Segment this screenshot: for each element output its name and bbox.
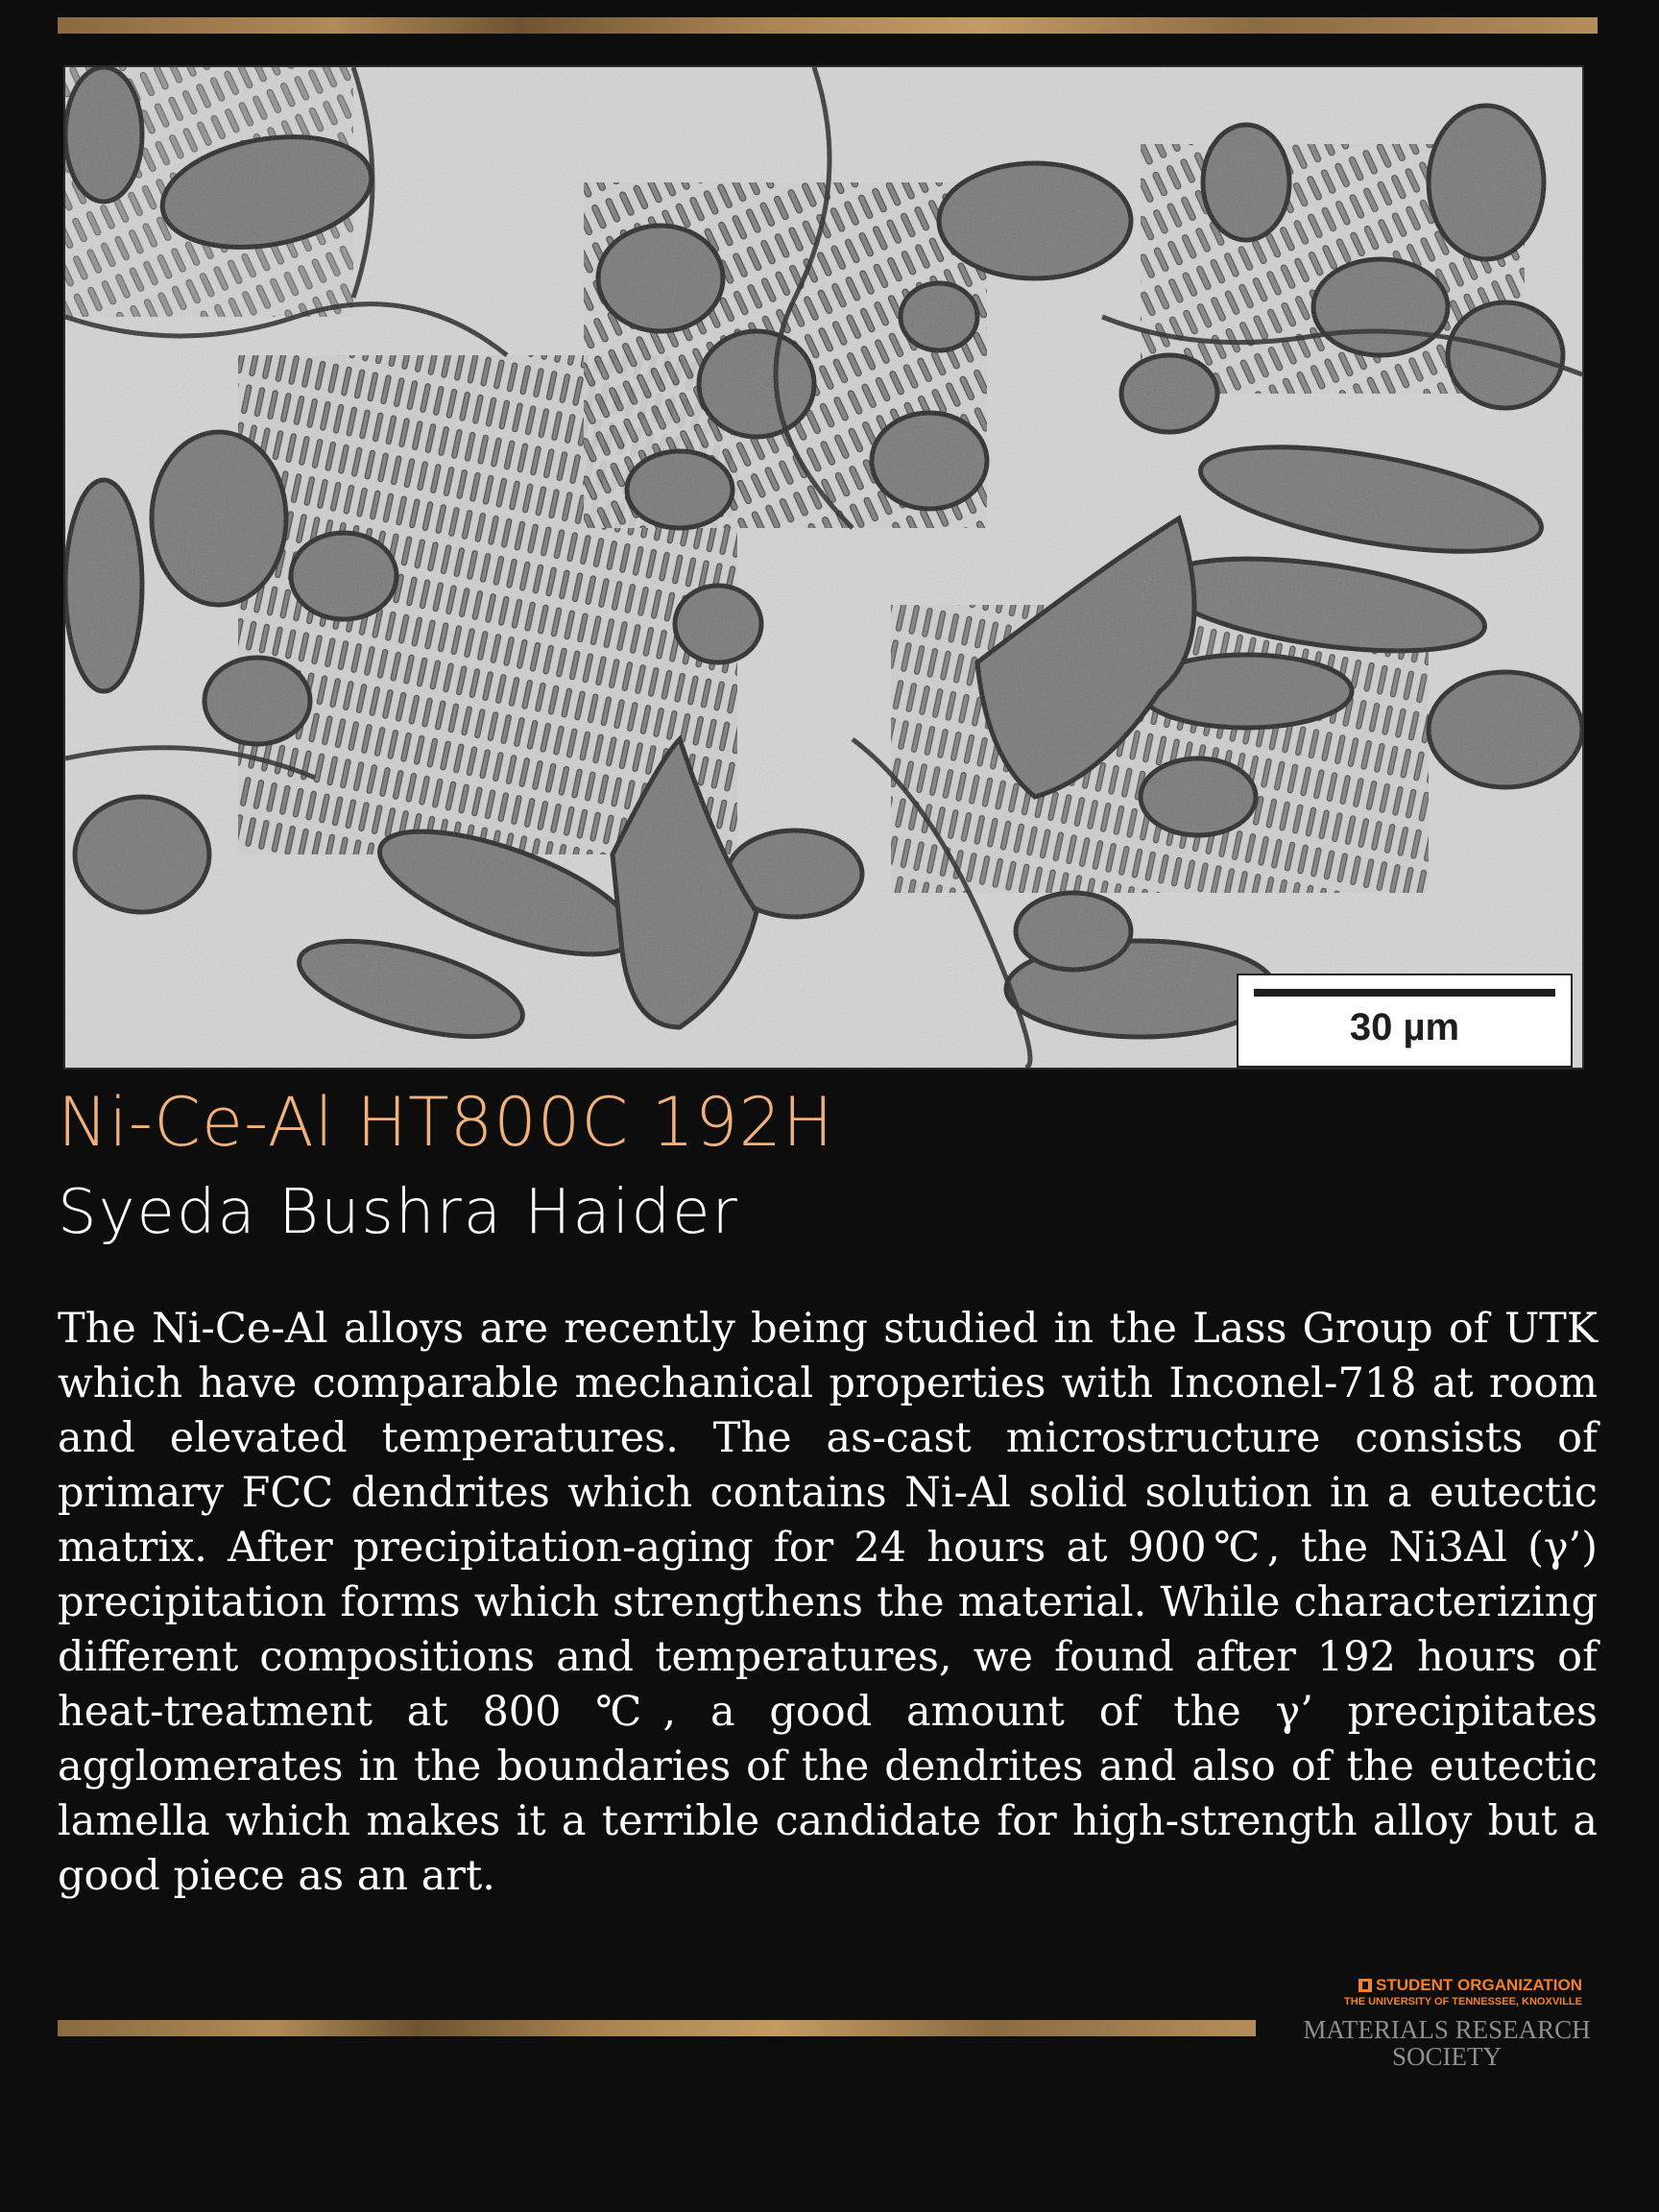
artwork-title: Ni-Ce-Al HT800C 192H bbox=[58, 1083, 834, 1162]
scale-bar bbox=[1237, 974, 1573, 1068]
org-line1: STUDENT ORGANIZATION bbox=[1375, 1976, 1582, 1994]
micrograph-image bbox=[63, 65, 1584, 1070]
org-line2: THE UNIVERSITY OF TENNESSEE, KNOXVILLE bbox=[1344, 1996, 1582, 2008]
scale-bar-line bbox=[1254, 989, 1555, 997]
author-name: Syeda Bushra Haider bbox=[58, 1177, 739, 1248]
top-decorative-bar bbox=[58, 17, 1598, 34]
bottom-decorative-bar bbox=[58, 2020, 1256, 2036]
description-text: The Ni-Ce-Al alloys are recently being studied in the Lass Group of UTK which have comparable mechanical properties with Inconel-718 at room and elevated temperatures. The as-cast microstructure consists of primary FCC dendrites which contains Ni-Al solid solution in a eutectic matrix. After precipitation-aging for 24 hours at 900℃, the Ni3Al (γ’) precipitation forms which strengthens the material. While characterizing different compositions and temperatures, we found after 192 hours of heat-treatment at 800 ℃, a good amount of the γ’ precipitates agglomerates in the boundaries of the dendrites and also of the eutectic lamella which makes it a terrible candidate for high-strength alloy but a good piece as an art. bbox=[58, 1305, 1598, 1900]
micrograph-texture bbox=[65, 67, 1582, 1068]
ut-power-t-icon bbox=[1358, 1979, 1372, 1992]
scale-bar-label: 30 µm bbox=[1349, 1006, 1460, 1048]
org-logo bbox=[1317, 1976, 1582, 2008]
society-name: MATERIALS RESEARCH SOCIETY bbox=[1303, 2015, 1591, 2071]
